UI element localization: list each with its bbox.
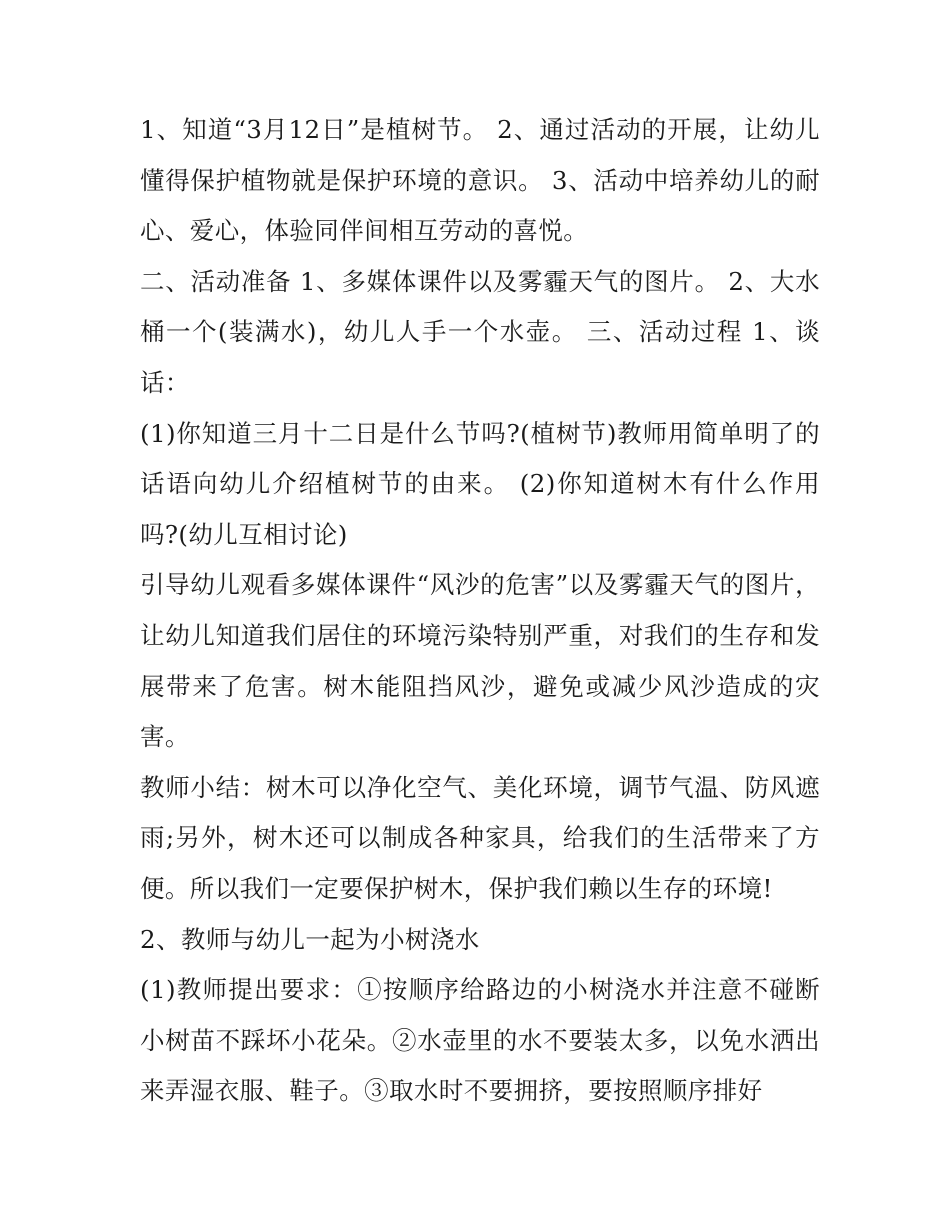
paragraph-teacher-summary: 教师小结：树木可以净化空气、美化环境，调节气温、防风遮雨;另外，树木还可以制成各种家具，给我们的生活带来了方便。所以我们一定要保护树木，保护我们赖以生存的环境! — [140, 772, 820, 903]
paragraph-preparation: 二、活动准备 1、多媒体课件以及雾霾天气的图片。 2、大水桶一个(装满水)，幼儿人手一个水壶。 三、活动过程 1、谈话： — [140, 266, 820, 397]
paragraph-watering-heading: 2、教师与幼儿一起为小树浇水 — [140, 924, 480, 954]
paragraph-guidance: 引导幼儿观看多媒体课件“风沙的危害”以及雾霾天气的图片，让幼儿知道我们居住的环境污染特别严重，对我们的生存和发展带来了危害。树木能阻挡风沙，避免或减少风沙造成的灾害。 — [140, 570, 820, 752]
paragraph-goals: 1、知道“3月12日”是植树节。 2、通过活动的开展，让幼儿懂得保护植物就是保护环境的意识。 3、活动中培养幼儿的耐心、爱心，体验同伴间相互劳动的喜悦。 — [140, 115, 820, 246]
document-body — [140, 105, 820, 1117]
paragraph-questions: (1)你知道三月十二日是什么节吗?(植树节)教师用简单明了的话语向幼儿介绍植树节的由来。 (2)你知道树木有什么作用吗?(幼儿互相讨论) — [140, 418, 820, 549]
paragraph-requirements: (1)教师提出要求：①按顺序给路边的小树浇水并注意不碰断小树苗不踩坏小花朵。②水壶里的水不要装太多，以免水洒出来弄湿衣服、鞋子。③取水时不要拥挤，要按照顺序排好 — [140, 975, 820, 1106]
